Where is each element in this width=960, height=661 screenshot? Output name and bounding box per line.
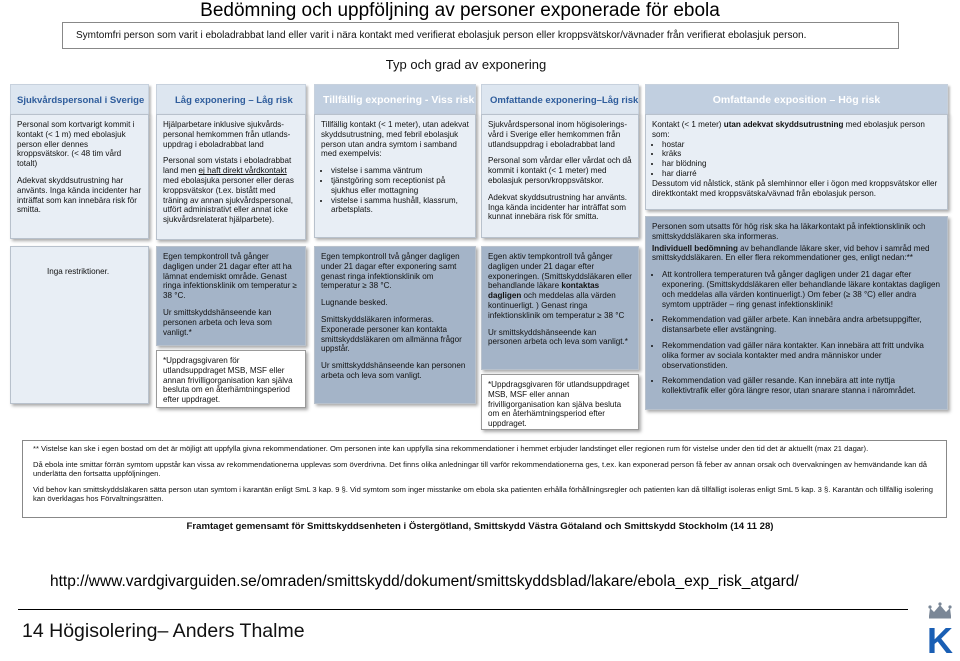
list-item: • Rekommendation vad gäller resande. Kan innebära att inte nyttja kollektivtrafik eller göra längre resor, utan snarare stanna i närområdet. (662, 376, 941, 396)
col4-action-2: Ur smittskyddshänseende kan personen arbeta och leva som vanligt.* (488, 327, 628, 347)
list-item: • tjänstgöring som receptionist på sjukhus eller mottagning (331, 176, 469, 196)
col1-text-2: Adekvat skyddsutrustning har använts. Inga kända incidenter har inträffat som kan innebära risk för smitta. (17, 175, 142, 215)
col4-text-1: Sjukvårdspersonal inom högisolerings-vård i Sverige eller hemkommen från utlandsuppdrag i eboladrabbat land (488, 120, 628, 149)
col1-action (10, 246, 149, 404)
col5-text-1: Kontakt (< 1 meter) utan adekvat skyddsutrustning med ebolasjuk person som: (652, 120, 925, 139)
col4-action (481, 246, 639, 370)
header-col1: Sjukvårdspersonal i Sverige (10, 84, 149, 115)
col2-action-2: Ur smittskyddshänseende kan personen arbeta och leva som vanligt.* (163, 307, 272, 337)
header-col5: Omfattande exposition – Hög risk (645, 84, 948, 115)
intro-box: Symtomfri person som varit i eboladrabbat land eller varit i nära kontakt med verifierat ebolasjuk person eller kroppsvätskor/vävnader från verifierat ebolasjuk person. (62, 22, 899, 49)
slide-footer-title: 14 Högisolering– Anders Thalme (22, 620, 305, 642)
logo-letter: K (927, 620, 953, 656)
credits-footer: Framtaget gemensamt för Smittskyddsenheten i Östergötland, Smittskydd Västra Götaland och Smittskydd Stockholm (14 11 28) (186, 521, 774, 532)
col1-action-text: Inga restriktioner. (47, 267, 110, 276)
col2-action-1: Egen tempkontroll två gånger dagligen under 21 dagar efter att ha lämnat endemiskt område. Genast ringa infektionsklinik om temperatur ≥ 38 °C. (163, 252, 297, 301)
note-1: ** Vistelse kan ske i egen bostad om det är möjligt att uppfylla givna rekommendationer. Om personen inte kan uppfylla sina rekommendationer i hemmet erbjuder landstinget eller regionen rum för vistelse under den tid det är aktuellt (max 21 dagar). (33, 444, 869, 453)
col3-text-1: Tillfällig kontakt (< 1 meter), utan adekvat skyddsutrustning, med febril ebolasjuk person utan andra symtom i samband med exempelvis: (321, 120, 469, 159)
col4-text-2: Personal som vårdar eller vårdat och då kommit i kontakt (< 1 meter) med ebolasjuk person/kroppsvätskor. (488, 156, 632, 185)
col5-recommendations (652, 270, 941, 396)
col4-action-1: Egen aktiv tempkontroll två gånger dagligen under 21 dagar efter exponeringen. (Smittskyddsläkaren eller behandlande läkare kontaktas dagligen och meddelas alla värden kontinuerligt. ) Genast ringa infektionsklinik om temperatur ≥ 38 °C (488, 252, 632, 320)
header-col4: Omfattande exponering–Låg risk (481, 84, 639, 115)
list-item: • vistelse i samma väntrum (331, 166, 469, 176)
list-item: • har blödning (662, 159, 941, 169)
list-item: • har diarré (662, 169, 941, 179)
source-link[interactable]: http://www.vardgivarguiden.se/omraden/smittskydd/dokument/smittskyddsblad/lakare/ebola_exp_risk_atgard/ (50, 573, 799, 590)
col4-description (481, 114, 639, 238)
col2-footnote: *Uppdragsgivaren för utlandsuppdraget MSB, MSF eller annan frivilligorganisation kan själva besluta om en återhämtningsperiod efter uppdraget. (156, 350, 306, 408)
col3-action (314, 246, 476, 404)
header-col3: Tillfällig exponering - Viss risk (314, 84, 476, 115)
divider (18, 609, 908, 610)
list-item: • vistelse i samma hushåll, klassrum, arbetsplats. (331, 196, 469, 216)
col1-description (10, 114, 149, 239)
col4-text-3: Adekvat skyddsutrustning har använts. Inga kända incidenter har inträffat som kunnat innebära risk för smitta. (488, 192, 628, 222)
col3-action-1: Egen tempkontroll två gånger dagligen under 21 dagar efter exponering samt genast ringa infektionsklinik om temperatur ≥ 38 °C. (321, 252, 460, 291)
col5-action-2: Individuell bedömning av behandlande läkare sker, vid behov i samråd med smittskyddsläkaren. En eller flera rekommendationer ges, enligt nedan:** (652, 243, 930, 263)
list-item: • Att kontrollera temperaturen två gånger dagligen under 21 dagar efter exponering. (Smittskyddsläkaren eller behandlande läkare kontaktas dagligen och meddelas alla värden kontinuerligt.) Om feber (≥ 38 °C) eller andra symtom uppträder – ring genast infektionsklinik! (662, 270, 941, 309)
col5-list (652, 140, 941, 179)
crown-logo-icon (922, 600, 958, 656)
col5-text-2: Dessutom vid nålstick, stänk på slemhinnor eller i ögon med kroppsvätskor eller direktkontakt med kroppsvätska/vävnad från ebolasjuk person. (652, 178, 938, 198)
notes-box (22, 440, 947, 518)
col5-action (645, 216, 948, 410)
karolinska-logo (922, 600, 958, 656)
header-col2: Låg exponering – Låg risk (156, 84, 306, 115)
col2-text-1: Hjälparbetare inklusive sjukvårds-personal hemkommen från utlands-uppdrag i eboladrabbat land (163, 120, 291, 149)
col3-action-2: Lugnande besked. (321, 298, 388, 308)
note-2: Då ebola inte smittar förrän symtom uppstår kan vissa av rekommendationerna upplevas som överdrivna. Det finns olika anledningar till varför rekommendationerna ges, t.ex. kan exponerad person få feber av annan orsak och övervakningen av hemvändande kan då underlätta den fortsatta uppföljningen. (33, 459, 928, 479)
list-item: • Rekommendation vad gäller arbete. Kan innebära andra arbetsuppgifter, distansarbete eller avstängning. (662, 315, 941, 335)
list-item: • hostar (662, 140, 941, 150)
col2-description (156, 114, 306, 240)
col5-description (645, 114, 948, 210)
col3-action-4: Ur smittskyddshänseende kan personen arbeta och leva som vanligt. (321, 361, 466, 380)
note-3: Vid behov kan smittskyddsläkaren sätta person utan symtom i karantän enligt SmL 3 kap. 9 §. Vid symtom som inger misstanke om ebola ska patienten erhålla förhållningsregler och patienten kan då tillfälligt isoleras enligt SmL 5 kap. 3 §. Karantän och tillfällig isolering kan överklagas hos Förvaltningsrätten. (33, 484, 933, 504)
col2-action (156, 246, 306, 346)
col5-action-1: Personen som utsatts för hög risk ska ha läkarkontakt på infektionsklinik och smittskyddsläkaren ska informeras. (652, 222, 926, 241)
col3-list (321, 166, 469, 215)
section-subtitle: Typ och grad av exponering (385, 57, 547, 72)
list-item: • kräks (662, 149, 941, 159)
col1-text-1: Personal som kortvarigt kommit i kontakt (< 1 m) med ebolasjuk person eller dennes kroppsvätskor. (< 48 tim vård totalt) (17, 120, 135, 169)
col3-description (314, 114, 476, 238)
list-item: • Rekommendation vad gäller nära kontakter. Kan innebära att fritt undvika olika former av sociala kontakter med andra människor under observationstiden. (662, 341, 941, 370)
page-title: Bedömning och uppföljning av personer exponerade för ebola (200, 0, 720, 21)
col2-text-2: Personal som vistats i eboladrabbat land men ej haft direkt vårdkontakt med ebolasjuka personer eller deras kroppsvätskor (t.ex. bistått med träning av annan sjukvårdspersonal, utfört administrativt eller annat icke sjukvårdsrelaterat hjälparbete). (163, 156, 294, 225)
col3-action-3: Smittskyddsläkaren informeras. Exponerade personer kan kontakta smittskyddsläkaren om allmänna frågor uppstår. (321, 314, 462, 354)
col4-footnote: *Uppdragsgivaren för utlandsuppdraget MSB, MSF eller annan frivilligorganisation kan själva besluta om en återhämtningsperiod efter uppdraget. (481, 374, 639, 430)
